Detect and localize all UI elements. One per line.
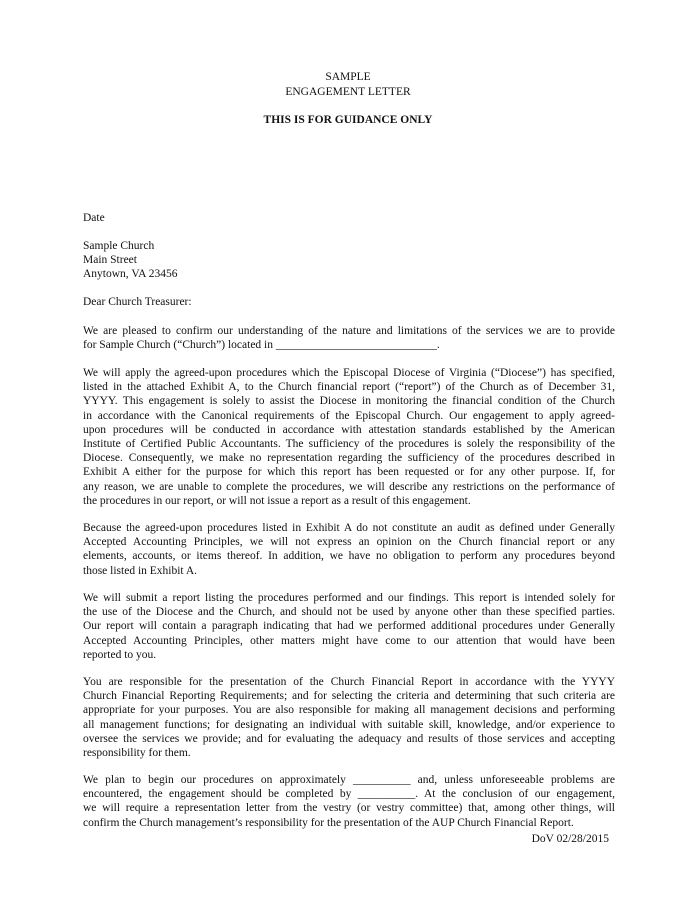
paragraph-line: for Sample Church (“Church”) located in ____________________________. [83, 339, 440, 352]
paragraph-line: upon procedures will be conducted in accordance with attestation standards established by the American [83, 423, 615, 436]
document-subtitle: ENGAGEMENT LETTER [285, 86, 411, 98]
paragraph-2 [83, 366, 615, 508]
paragraph-line: Accepted Accounting Principles, other matters might have come to our attention that would have been [83, 634, 615, 647]
paragraph-line: the procedures in our report, or will not issue a report as a result of this engagement. [83, 494, 471, 507]
address-line: Anytown, VA 23456 [83, 268, 178, 281]
paragraph-line: elements, accounts, or items thereof. In addition, we have no obligation to perform any procedures beyond [83, 550, 615, 563]
paragraph-line: those listed in Exhibit A. [83, 564, 198, 577]
paragraph-line: responsibility for them. [83, 747, 191, 760]
address-line: Sample Church [83, 240, 155, 252]
paragraph-line: we will require a representation letter from the vestry (or vestry committee) that, among other things, will [83, 802, 615, 815]
paragraph-6 [83, 773, 615, 830]
paragraph-line: We plan to begin our procedures on approximately __________ and, unless unforeseeable problems are [83, 774, 615, 786]
paragraph-line: Institute of Certified Public Accountants. The sufficiency of the procedures is solely the responsibility of the [83, 438, 615, 451]
salutation: Dear Church Treasurer: [83, 296, 192, 308]
guidance-notice: THIS IS FOR GUIDANCE ONLY [263, 114, 433, 126]
date-line: Date [83, 212, 105, 224]
paragraph-line: all management functions; for designating an individual with suitable skill, knowledge, and/or experience to [83, 718, 615, 731]
paragraph-line: Accepted Accounting Principles, we will not express an opinion on the Church financial report or any [83, 536, 615, 549]
paragraph-line: oversee the services we provide; and for evaluating the adequacy and results of those services and accepting [83, 732, 615, 745]
paragraph-5 [83, 675, 615, 760]
paragraph-line: YYYY. This engagement is solely to assist the Diocese in monitoring the financial condition of the Church [83, 395, 615, 408]
paragraph-line: in accordance with the Canonical requirements of the Episcopal Church. Our engagement to apply agreed- [83, 409, 615, 422]
paragraph-1 [83, 324, 615, 352]
paragraph-line: appropriate for your purposes. You are also responsible for making all management decisions and performing [83, 704, 615, 717]
paragraph-line: Our report will contain a paragraph indicating that had we performed additional procedures under Generally [83, 620, 615, 633]
paragraph-line: Church Financial Reporting Requirements; and for selecting the criteria and determining that such criteria are [83, 690, 615, 703]
paragraph-4 [83, 591, 615, 662]
paragraph-line: Diocese. Consequently, we make no representation regarding the sufficiency of the procedures described in [83, 452, 615, 465]
paragraph-line: the use of the Diocese and the Church, and should not be used by anyone other than these specified parties. [83, 606, 615, 619]
document-title: SAMPLE [325, 71, 371, 83]
paragraph-line: Because the agreed-upon procedures listed in Exhibit A do not constitute an audit as defined under Generally [83, 522, 615, 534]
paragraph-line: confirm the Church management’s responsibility for the presentation of the AUP Church Financial Report. [83, 816, 574, 829]
paragraph-line: reported to you. [83, 648, 157, 661]
address-line: Main Street [83, 254, 137, 267]
revision-footer: DoV 02/28/2015 [531, 833, 609, 845]
paragraph-line: Exhibit A either for the purpose for which this report has been requested or for any other purpose. If, for [83, 466, 615, 479]
paragraph-line: encountered, the engagement should be completed by __________. At the conclusion of our engagement, [83, 788, 615, 801]
paragraph-line: We will apply the agreed-upon procedures which the Episcopal Diocese of Virginia (“Diocese”) has specified, [83, 367, 615, 379]
paragraph-line: You are responsible for the presentation of the Church Financial Report in accordance with the YYYY [83, 676, 615, 688]
paragraph-3 [83, 521, 615, 578]
paragraph-line: We will submit a report listing the procedures performed and our findings. This report is intended solely for [83, 592, 615, 604]
paragraph-line: any reason, we are unable to complete the procedures, we will describe any restrictions on the performance of [83, 480, 615, 493]
paragraph-line: listed in the attached Exhibit A, to the Church financial report (“report”) of the Church as of December 31, [83, 381, 615, 394]
recipient-address [83, 239, 615, 282]
paragraph-line: We are pleased to confirm our understanding of the nature and limitations of the services we are to provide [83, 325, 615, 337]
